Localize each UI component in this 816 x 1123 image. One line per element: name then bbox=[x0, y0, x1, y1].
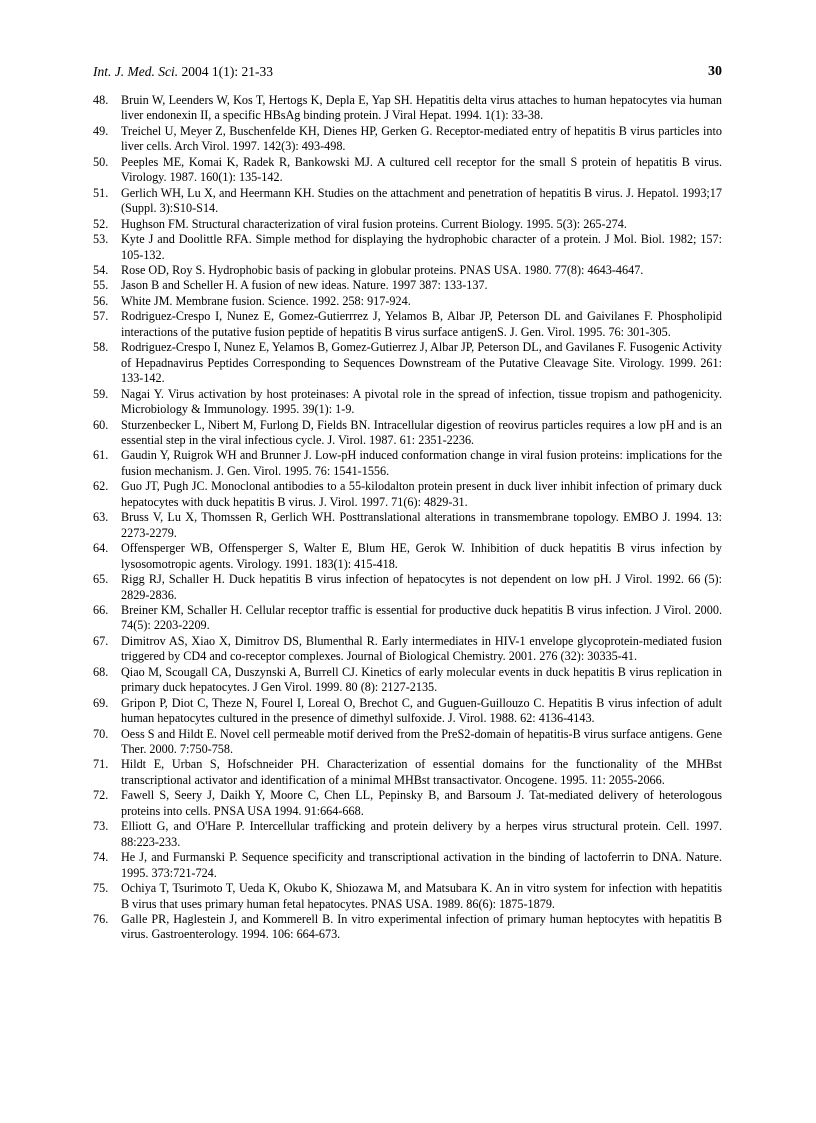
reference-item bbox=[93, 696, 722, 727]
reference-number: 72. bbox=[93, 788, 109, 803]
reference-number: 50. bbox=[93, 154, 109, 169]
reference-text: Ochiya T, Tsurimoto T, Ueda K, Okubo K, Shiozawa M, and Matsubara K. An in vitro system for infection with hepatitis B virus that uses primary human fetal hepatocytes. PNAS USA. 1989. 86(6): 1875-1879. bbox=[121, 881, 722, 911]
journal-citation bbox=[93, 64, 273, 80]
reference-item bbox=[93, 309, 722, 340]
reference-item bbox=[93, 418, 722, 449]
reference-number: 52. bbox=[93, 216, 109, 231]
reference-number: 68. bbox=[93, 664, 109, 679]
reference-item bbox=[93, 727, 722, 758]
reference-text: Kyte J and Doolittle RFA. Simple method for displaying the hydrophobic character of a protein. J Mol. Biol. 1982; 157: 105-132. bbox=[121, 232, 722, 262]
reference-item bbox=[93, 278, 722, 293]
reference-number: 75. bbox=[93, 881, 109, 896]
reference-number: 54. bbox=[93, 262, 109, 277]
reference-text: Dimitrov AS, Xiao X, Dimitrov DS, Blumenthal R. Early intermediates in HIV-1 envelope glycoprotein-mediated fusion triggered by CD4 and co-receptor complexes. Journal of Biological Chemistry. 2001. 276 (32): 30335-41. bbox=[121, 633, 722, 664]
reference-text: Treichel U, Meyer Z, Buschenfelde KH, Dienes HP, Gerken G. Receptor-mediated entry of hepatitis B virus particles into liver cells. Arch Virol. 1997. 142(3): 493-498. bbox=[121, 123, 722, 154]
reference-text: Jason B and Scheller H. A fusion of new ideas. Nature. 1997 387: 133-137. bbox=[121, 278, 488, 293]
reference-number: 48. bbox=[93, 93, 109, 107]
reference-item bbox=[93, 93, 722, 124]
reference-text: Gerlich WH, Lu X, and Heermann KH. Studies on the attachment and penetration of hepatitis B virus. J. Hepatol. 1993;17 (Suppl. 3):S10-S14. bbox=[121, 185, 722, 216]
reference-number: 61. bbox=[93, 448, 109, 463]
reference-text: Fawell S, Seery J, Daikh Y, Moore C, Chen LL, Pepinsky B, and Barsoum J. Tat-mediated delivery of heterologous proteins into cells. PNSA USA 1994. 91:664-668. bbox=[121, 788, 722, 818]
reference-number: 64. bbox=[93, 541, 109, 556]
reference-number: 66. bbox=[93, 602, 109, 617]
reference-text: Gaudin Y, Ruigrok WH and Brunner J. Low-pH induced conformation change in viral fusion proteins: implications for the fusion mechanism. J. Gen. Virol. 1995. 76: 1541-1556. bbox=[121, 448, 722, 478]
reference-item bbox=[93, 340, 722, 386]
reference-item bbox=[93, 572, 722, 603]
reference-number: 76. bbox=[93, 912, 109, 927]
reference-text: Rodriguez-Crespo I, Nunez E, Yelamos B, Gomez-Gutierrez J, Albar JP, Peterson DL, and Gavilanes F. Fusogenic Activity of Hepadnavirus Peptides Corresponding to Sequences Downstream of the Putative Cleavage Site. Virology. 1999. 261: 133-142. bbox=[121, 340, 722, 386]
reference-item bbox=[93, 510, 722, 541]
reference-number: 63. bbox=[93, 510, 109, 525]
reference-item bbox=[93, 232, 722, 263]
reference-text: Guo JT, Pugh JC. Monoclonal antibodies to a 55-kilodalton protein present in duck liver inhibit infection of primary duck hepatocytes with duck hepatitis B virus. J. Virol. 1997. 71(6): 4829-31. bbox=[121, 479, 722, 509]
reference-text: Oess S and Hildt E. Novel cell permeable motif derived from the PreS2-domain of hepatitis-B virus surface antigens. Gene Ther. 2000. 7:750-758. bbox=[121, 726, 722, 757]
reference-item bbox=[93, 541, 722, 572]
reference-number: 73. bbox=[93, 819, 109, 834]
reference-item bbox=[93, 124, 722, 155]
reference-number: 67. bbox=[93, 633, 109, 648]
reference-item bbox=[93, 263, 722, 278]
reference-item bbox=[93, 479, 722, 510]
reference-item bbox=[93, 634, 722, 665]
reference-item bbox=[93, 448, 722, 479]
reference-text: Galle PR, Haglestein J, and Kommerell B. In vitro experimental infection of primary human heptocytes with hepatitis B virus. Gastroenterology. 1994. 106: 664-673. bbox=[121, 912, 722, 942]
reference-text: Bruin W, Leenders W, Kos T, Hertogs K, Depla E, Yap SH. Hepatitis delta virus attaches to human hepatocytes via human liver endonexin II, a specific HBsAg binding protein. J Viral Hepat. 1994. 1(1): 33-38. bbox=[121, 93, 722, 123]
reference-text: Offensperger WB, Offensperger S, Walter E, Blum HE, Gerok W. Inhibition of duck hepatitis B virus infection by lysosomotropic agents. Virology. 1991. 183(1): 415-418. bbox=[121, 541, 722, 571]
reference-number: 57. bbox=[93, 309, 109, 324]
reference-text: Hildt E, Urban S, Hofschneider PH. Characterization of essential domains for the functionality of the MHBst transcriptional activator and identification of a minimal MHBst transactivator. Oncogene. 1995. 11: 2055-2066. bbox=[121, 757, 722, 787]
running-header bbox=[93, 64, 722, 84]
reference-text: Hughson FM. Structural characterization of viral fusion proteins. Current Biology. 1995. 5(3): 265-274. bbox=[121, 216, 627, 231]
reference-text: Rodriguez-Crespo I, Nunez E, Gomez-Gutierrrez J, Yelamos B, Albar JP, Peterson DL and Gaivilanes F. Phospholipid interactions of the putative fusion peptide of hepatitis B virus surface antigenS. J. Gen. Virol. 1995. 76: 301-305. bbox=[121, 309, 722, 339]
journal-name: Int. J. Med. Sci. bbox=[93, 64, 179, 79]
reference-text: Bruss V, Lu X, Thomssen R, Gerlich WH. Posttranslational alterations in transmembrane topology. EMBO J. 1994. 13: 2273-2279. bbox=[121, 510, 722, 540]
reference-item bbox=[93, 850, 722, 881]
reference-text: He J, and Furmanski P. Sequence specificity and transcriptional activation in the binding of lactoferrin to DNA. Nature. 1995. 373:721-724. bbox=[121, 850, 722, 880]
reference-item bbox=[93, 387, 722, 418]
reference-number: 58. bbox=[93, 340, 109, 355]
journal-volume: 2004 1(1): 21-33 bbox=[181, 64, 273, 79]
reference-number: 65. bbox=[93, 572, 109, 587]
reference-number: 49. bbox=[93, 123, 109, 138]
reference-item bbox=[93, 757, 722, 788]
reference-number: 74. bbox=[93, 850, 109, 865]
reference-number: 53. bbox=[93, 232, 109, 247]
reference-number: 69. bbox=[93, 695, 109, 710]
reference-text: Nagai Y. Virus activation by host proteinases: A pivotal role in the spread of infection, tissue tropism and pathogenicity. Microbiology & Immunology. 1995. 39(1): 1-9. bbox=[121, 386, 722, 417]
reference-number: 51. bbox=[93, 185, 109, 200]
reference-item bbox=[93, 881, 722, 912]
reference-list bbox=[93, 93, 722, 943]
reference-number: 71. bbox=[93, 757, 109, 772]
reference-text: Sturzenbecker L, Nibert M, Furlong D, Fields BN. Intracellular digestion of reovirus particles requires a low pH and is an essential step in the viral infectious cycle. J. Virol. 1987. 61: 2351-2236. bbox=[121, 417, 722, 447]
reference-number: 62. bbox=[93, 479, 109, 494]
reference-text: Elliott G, and O'Hare P. Intercellular trafficking and protein delivery by a herpes virus structural protein. Cell. 1997. 88:223-233. bbox=[121, 819, 722, 849]
reference-text: Qiao M, Scougall CA, Duszynski A, Burrell CJ. Kinetics of early molecular events in duck hepatitis B virus replication in primary duck hepatocytes. J Gen Virol. 1999. 80 (8): 2127-2135. bbox=[121, 664, 722, 695]
reference-text: Peeples ME, Komai K, Radek R, Bankowski MJ. A cultured cell receptor for the small S protein of hepatitis B virus. Virology. 1987. 160(1): 135-142. bbox=[121, 154, 722, 185]
reference-item bbox=[93, 155, 722, 186]
reference-item bbox=[93, 788, 722, 819]
reference-item bbox=[93, 217, 722, 232]
reference-item bbox=[93, 665, 722, 696]
reference-text: Gripon P, Diot C, Theze N, Fourel I, Loreal O, Brechot C, and Guguen-Guillouzo C. Hepatitis B virus infection of adult human hepatocytes cultured in the presence of dimethyl sulfoxide. J. Virol. 1988. 62: 4136-4143. bbox=[121, 695, 722, 726]
reference-number: 56. bbox=[93, 293, 109, 308]
reference-number: 60. bbox=[93, 417, 109, 432]
reference-text: Breiner KM, Schaller H. Cellular receptor traffic is essential for productive duck hepatitis B virus infection. J Virol. 2000. 74(5): 2203-2209. bbox=[121, 602, 722, 633]
reference-item bbox=[93, 294, 722, 309]
page-number: 30 bbox=[708, 64, 722, 79]
reference-text: White JM. Membrane fusion. Science. 1992. 258: 917-924. bbox=[121, 293, 411, 308]
reference-number: 55. bbox=[93, 278, 109, 293]
reference-number: 70. bbox=[93, 726, 109, 741]
reference-item bbox=[93, 186, 722, 217]
reference-text: Rigg RJ, Schaller H. Duck hepatitis B virus infection of hepatocytes is not dependent on low pH. J Virol. 1992. 66 (5): 2829-2836. bbox=[121, 572, 722, 602]
reference-item bbox=[93, 819, 722, 850]
reference-text: Rose OD, Roy S. Hydrophobic basis of packing in globular proteins. PNAS USA. 1980. 77(8): 4643-4647. bbox=[121, 262, 644, 277]
reference-number: 59. bbox=[93, 386, 109, 401]
reference-item bbox=[93, 912, 722, 943]
reference-item bbox=[93, 603, 722, 634]
